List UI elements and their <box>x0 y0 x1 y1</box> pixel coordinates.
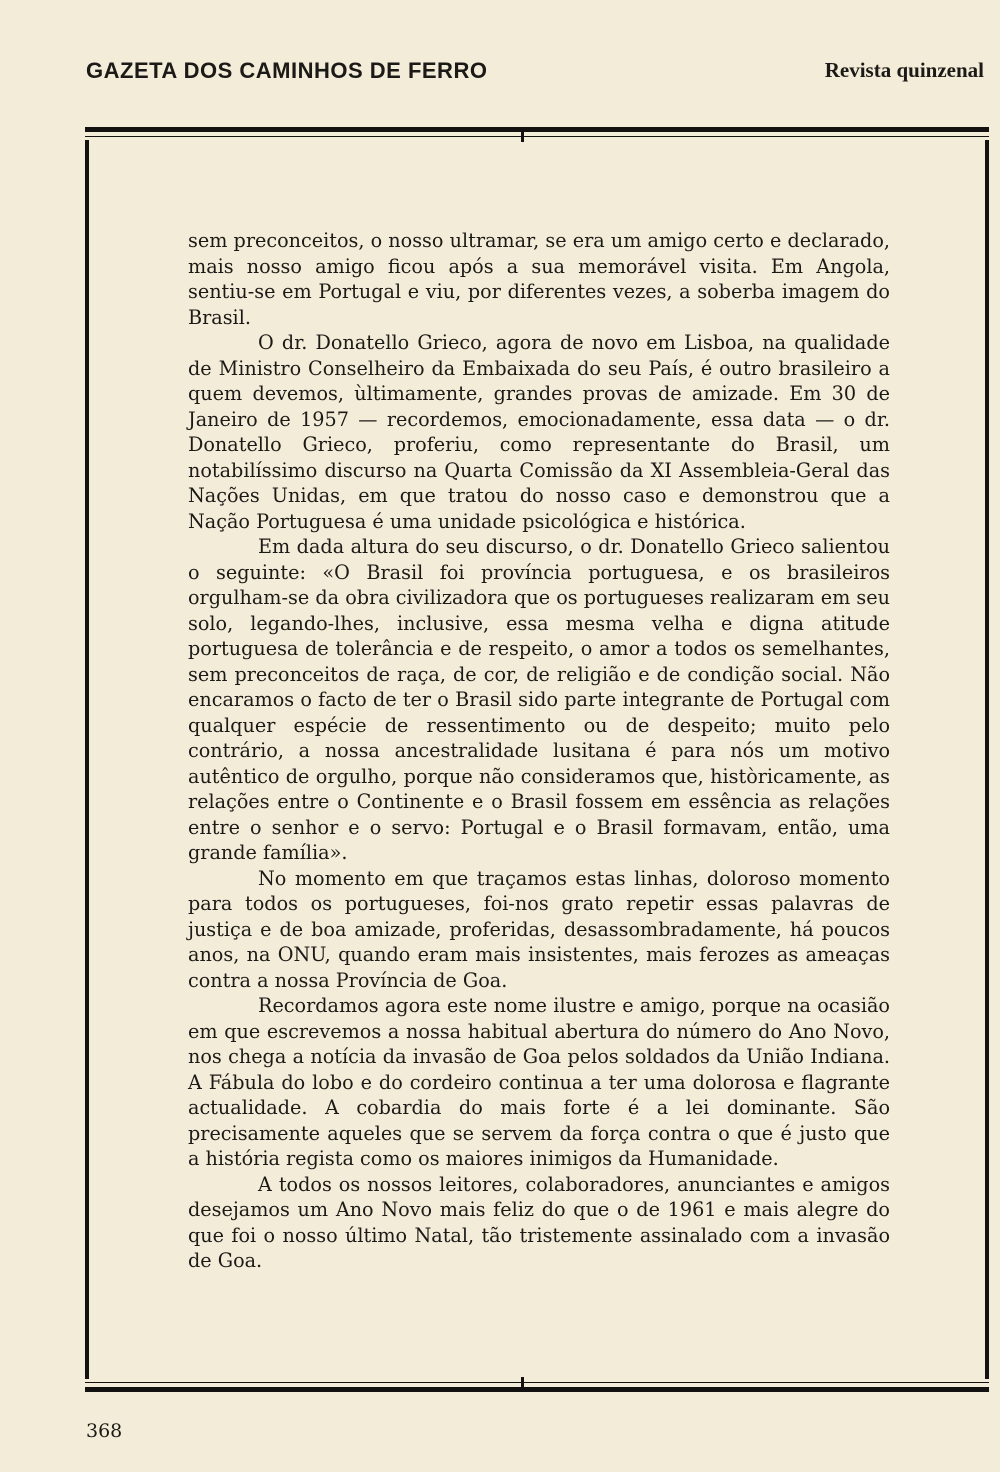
article-paragraph: Em dada altura do seu discurso, o dr. Donatello Grieco salientou o seguinte: «O Brasil foi província portuguesa, e os brasileiros orgulham-se da obra civilizadora que os portugueses realizaram em seu solo, legando-lhes, inclusive, essa mesma velha e digna atitude portuguesa de tolerância e de respeito, o amor a todos os semelhantes, sem preconceitos de raça, de cor, de religião e de condição social. Não encaramos o facto de ter o Brasil sido parte integrante de Portugal com qualquer espécie de ressentimento ou de despeito; muito pelo contrário, a nossa ancestralidade lusitana é para nós um motivo autêntico de orgulho, porque não consideramos que, històricamente, as relações entre o Continente e o Brasil fossem em essência as relações entre o senhor e o servo: Portugal e o Brasil formavam, então, uma grande família». <box>188 535 890 864</box>
frame-rule-left <box>85 140 89 1379</box>
publication-title: GAZETA DOS CAMINHOS DE FERRO <box>86 58 488 83</box>
article-paragraph: No momento em que traçamos estas linhas, doloroso momento para todos os portugueses, foi-nos grato repetir essas palavras de justiça e de boa amizade, proferidas, desassombradamente, há poucos anos, na ONU, quando eram mais insistentes, mais ferozes as ameaças contra a nossa Província de Goa. <box>188 866 890 992</box>
page-number: 368 <box>86 1420 123 1442</box>
article-paragraph: O dr. Donatello Grieco, agora de novo em Lisboa, na qualidade de Ministro Conselheiro da Embaixada do seu País, é outro brasileiro a quem devemos, ùltimamente, grandes provas de amizade. Em 30 de Janeiro de 1957 — recordemos, emocionadamente, essa data — o dr. Donatello Grieco, proferiu, como representante do Brasil, um notabilíssimo discurso na Quarta Comissão da XI Assembleia-Geral das Nações Unidas, em que tratou do nosso caso e demonstrou que a Nação Portuguesa é uma unidade psicológica e histórica. <box>188 331 890 533</box>
article-paragraph: Recordamos agora este nome ilustre e amigo, porque na ocasião em que escrevemos a nossa habitual abertura do número do Ano Novo, nos chega a notícia da invasão de Goa pelos soldados da União Indiana. A Fábula do lobo e do cordeiro continua a ter uma dolorosa e flagrante actualidade. A cobardia do mais forte é a lei dominante. São precisamente aqueles que se servem da força contra o que é justo que a história regista como os maiores inimigos da Humanidade. <box>188 994 890 1170</box>
frame-rule-top <box>85 136 989 137</box>
frame-tick-bottom <box>521 1377 524 1387</box>
frame-tick-top <box>521 132 524 142</box>
article-paragraph: A todos os nossos leitores, colaboradores, anunciantes e amigos desejamos um Ano Novo mais feliz do que o de 1961 e mais alegre do que foi o nosso último Natal, tão tristemente assinalado com a invasão de Goa. <box>188 1172 890 1272</box>
publication-subtitle: Revista quinzenal <box>824 58 984 82</box>
article-paragraph: sem preconceitos, o nosso ultramar, se era um amigo certo e declarado, mais nosso amigo ficou após a sua memorável visita. Em Angola, sentiu-se em Portugal e viu, por diferentes vezes, a soberba imagem do Brasil. <box>188 229 890 329</box>
frame-rule-right <box>985 140 989 1379</box>
frame-rule-bottom <box>85 1382 989 1383</box>
article-body <box>188 228 890 1274</box>
